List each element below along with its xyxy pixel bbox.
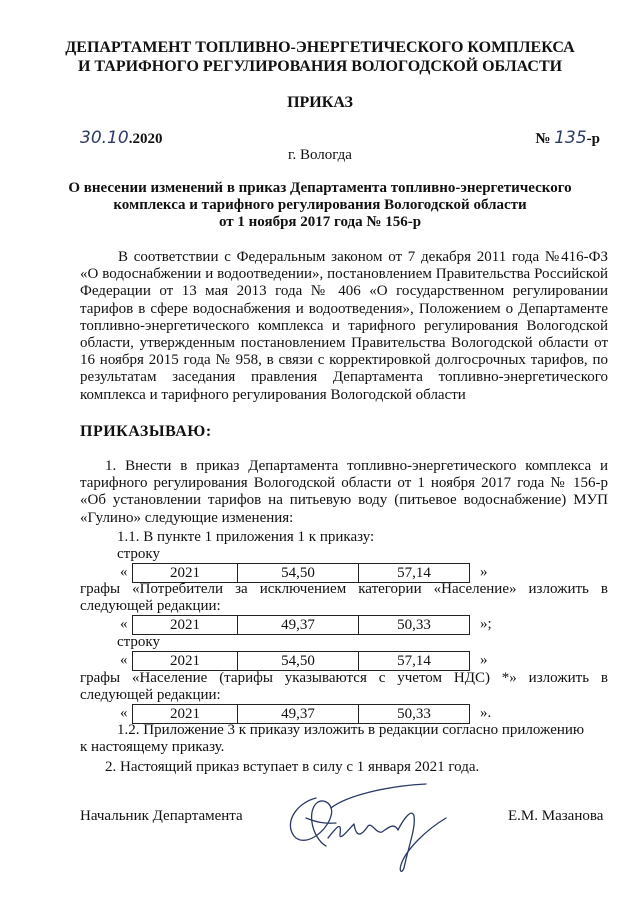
row-cells [132, 615, 470, 635]
signature-image [276, 778, 466, 878]
cell-value-1: 49,37 [238, 616, 359, 634]
signer-title: Начальник Департамента [80, 808, 243, 824]
item-2: 2. Настоящий приказ вступает в силу с 1 января 2021 года. [105, 759, 480, 775]
word-row-2: строку [117, 634, 160, 650]
date-day: 30 [80, 128, 102, 148]
cell-year: 2021 [133, 705, 238, 723]
date-month: 10 [107, 128, 129, 148]
header-line-1: ДЕПАРТАМЕНТ ТОПЛИВНО-ЭНЕРГЕТИЧЕСКОГО КОМПЛЕКСА [65, 39, 575, 56]
subject-line-1: О внесении изменений в приказ Департамента топливно-энергетического [68, 180, 572, 196]
grafa-1-line-1: графы «Потребители за исключением категории «Население» изложить в [80, 581, 608, 597]
word-row-1: строку [117, 546, 160, 562]
city: г. Вологда [288, 147, 352, 163]
quote-close: ». [480, 705, 492, 721]
quote-close: » [480, 652, 488, 668]
quote-open: « [120, 705, 128, 721]
signer-name: Е.М. Мазанова [508, 808, 604, 824]
row-cells [132, 704, 470, 724]
item-1-2-line-2: к настоящему приказу. [80, 739, 225, 755]
order-number [535, 128, 600, 148]
cell-value-2: 57,14 [397, 653, 431, 669]
item-1: 1. Внести в приказ Департамента топливно-энергетического комплекса и тарифного регулирования Вологодской области от 1 ноября 2017 года № 156-р «Об установлении тарифов на питьевую воду (питьевое водоснабжение) МУП «Гулино» следующие изменения: [80, 458, 608, 526]
row-cells [132, 563, 470, 583]
quote-open: « [120, 564, 128, 580]
cell-value-1: 54,50 [238, 564, 359, 582]
quote-close: » [480, 564, 488, 580]
document-type: ПРИКАЗ [287, 94, 353, 111]
cell-year: 2021 [133, 652, 238, 670]
cell-value-2: 57,14 [397, 565, 431, 581]
cell-value-1: 49,37 [238, 705, 359, 723]
cell-year: 2021 [133, 616, 238, 634]
item-1-2-line-1: 1.2. Приложение 3 к приказу изложить в редакции согласно приложению [117, 722, 585, 738]
grafa-1-line-2: следующей редакции: [80, 598, 221, 614]
order-word: ПРИКАЗЫВАЮ: [80, 423, 212, 440]
header-line-2: И ТАРИФНОГО РЕГУЛИРОВАНИЯ ВОЛОГОДСКОЙ ОБЛАСТИ [77, 58, 563, 75]
order-date [80, 128, 162, 148]
department-header [0, 38, 640, 76]
quote-open: « [120, 652, 128, 668]
number-prefix: № [535, 131, 551, 147]
cell-value-1: 54,50 [238, 652, 359, 670]
number-value: 135 [554, 128, 587, 148]
cell-year: 2021 [133, 564, 238, 582]
grafa-2-line-2: следующей редакции: [80, 687, 221, 703]
cell-value-2: 50,33 [397, 617, 431, 633]
quote-open: « [120, 616, 128, 632]
date-sep: . [101, 128, 108, 148]
quote-close: »; [480, 616, 492, 632]
subject-line-3: от 1 ноября 2017 года № 156-р [218, 214, 422, 230]
grafa-2-line-1: графы «Население (тарифы указываются с учетом НДС) *» изложить в [80, 670, 608, 686]
number-suffix: -р [586, 131, 600, 147]
item-1-1: 1.1. В пункте 1 приложения 1 к приказу: [117, 529, 375, 545]
order-subject [0, 180, 640, 231]
preamble-paragraph: В соответствии с Федеральным законом от 7 декабря 2011 года №416-ФЗ «О водоснабжении и водоотведении», постановлением Правительства Российской Федерации от 13 мая 2013 года № 406 «О государственном регулировании тарифов в сфере водоснабжения и водоотведения», Положением о Департаменте топливно-энергетического комплекса и тарифного регулирования Вологодской области, утвержденным постановлением Правительства Вологодской области от 16 ноября 2015 года № 958, в связи с корректировкой долгосрочных тарифов, по результатам заседания правления Департамента топливно-энергетического комплекса и тарифного регулирования Вологодской области [80, 249, 608, 403]
subject-line-2: комплекса и тарифного регулирования Вологодской области [113, 197, 527, 213]
row-cells [132, 651, 470, 671]
cell-value-2: 50,33 [397, 706, 431, 722]
date-year: .2020 [128, 131, 163, 147]
